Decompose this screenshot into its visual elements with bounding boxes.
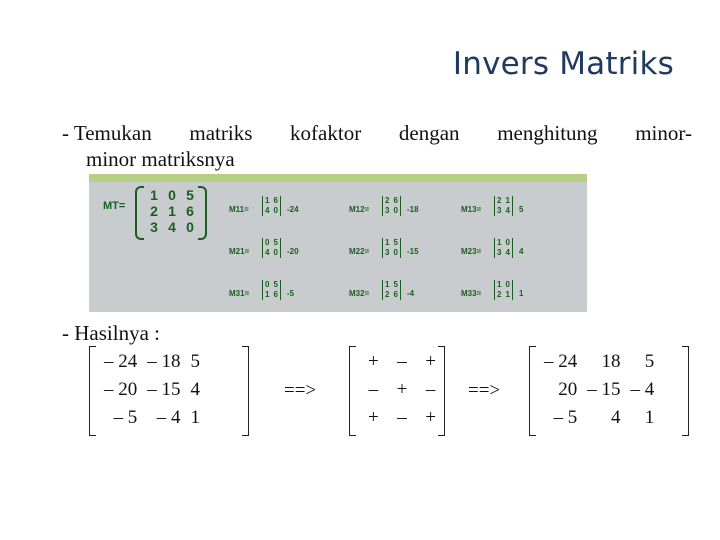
matrix-cell: 0 [393,248,398,257]
minor-determinant [262,238,281,258]
matrix-cell: 3 [497,248,502,257]
matrix-cell: 5 [186,187,194,203]
minor-label: M22= [349,247,370,256]
matrix-cell: 4 [168,219,176,235]
matrix-cell: 1 [385,238,390,247]
matrix-cell: + [367,351,379,372]
minor-determinant [382,196,401,216]
minor-label: M33= [461,289,482,298]
minor-value: 5 [519,205,524,214]
matrix-cell: 5 [273,238,278,247]
matrix-cell: – 20 [104,379,138,400]
minor-value: -20 [287,247,299,256]
matrix-cell: – 15 [147,379,181,400]
cofactor-matrix-table [539,348,659,432]
minor-label: M12= [349,205,370,214]
matrix-cell: 1 [505,196,510,205]
bullet-word: menghitung [497,121,598,145]
matrix-cell: 0 [505,238,510,247]
matrix-cell: + [367,407,379,428]
matrix-cell: 0 [273,206,278,215]
matrix-cell: 1 [190,407,200,428]
matrix-cell: 1 [385,280,390,289]
matrix-cell: 2 [150,203,158,219]
bullet-line-2: minor matriksnya [86,147,235,171]
matrix-cell: + [425,407,437,428]
minor-determinant [494,238,513,258]
matrix-cell: 1 [265,196,270,205]
matrix-cell: 5 [393,280,398,289]
sign-matrix-table [359,348,445,432]
matrix-cell: 0 [186,219,194,235]
minor-label: M21= [229,247,250,256]
minor-determinant [494,196,513,216]
minor-determinant [262,280,281,300]
matrix-cell: 1 [644,407,655,428]
matrix-cell: 4 [505,248,510,257]
matrix-cell: 1 [265,290,270,299]
minor-determinant [262,196,281,216]
matrix-cell: + [425,351,437,372]
matrix-cell: 6 [273,196,278,205]
matrix-cell: 3 [385,248,390,257]
left-bracket [89,346,96,436]
matrix-cell: 1 [168,203,176,219]
matrix-cell: 5 [190,351,200,372]
matrix-cell: 6 [393,290,398,299]
minor-determinant [382,238,401,258]
matrix-cell: 5 [393,238,398,247]
minor-label: M23= [461,247,482,256]
matrix-cell: – 5 [553,407,578,428]
matrix-cell: – 24 [544,351,578,372]
matrix-cell: – 15 [587,379,621,400]
minor-label: M13= [461,205,482,214]
minor-label: M32= [349,289,370,298]
matrix-cell: 1 [505,290,510,299]
minor-value: -24 [287,205,299,214]
matrix-cell: 3 [497,206,502,215]
minor-value: 4 [519,247,524,256]
bullet-result: - Hasilnya : [62,321,160,345]
minor-value: -4 [407,289,415,298]
matrix-cell: 4 [505,206,510,215]
minor-matrix [89,346,249,436]
minor-calculation-image [89,174,587,312]
matrix-cell: 0 [168,187,176,203]
matrix-cell: 2 [497,196,502,205]
matrix-cell: 6 [393,196,398,205]
bullet-find-cofactor [62,120,692,172]
bullet-word: minor- [635,121,692,145]
minor-determinant [494,280,513,300]
matrix-cell: 1 [150,187,158,203]
bullet-word: matriks [189,121,253,145]
minor-value: -5 [287,289,295,298]
panel-body [89,182,587,312]
matrix-cell: 1 [497,238,502,247]
panel-top-strip [89,174,587,182]
matrix-cell: – 24 [104,351,138,372]
matrix-cell: 0 [505,280,510,289]
transpose-label: MT= [103,200,126,212]
bullet-word: - Temukan [62,121,152,145]
right-bracket [198,186,207,240]
bullet-line-1 [62,120,692,146]
left-bracket [349,346,356,436]
matrix-cell: 0 [393,206,398,215]
left-bracket [135,186,144,240]
right-bracket [242,346,249,436]
matrix-cell: – 5 [113,407,138,428]
bullet-word: dengan [398,121,460,145]
matrix-cell: 0 [265,238,270,247]
bullet-word: kofaktor [290,121,362,145]
matrix-cell: 2 [385,196,390,205]
matrix-cell: 2 [385,290,390,299]
sign-matrix [349,346,445,436]
matrix-cell: + [396,379,408,400]
matrix-cell: 2 [497,290,502,299]
matrix-cell: 4 [611,407,621,428]
matrix-cell: 4 [265,248,270,257]
minor-determinant [382,280,401,300]
transpose-matrix-table [145,187,199,235]
cofactor-matrix [529,346,689,436]
minor-matrix-table [99,348,205,432]
matrix-cell: 3 [385,206,390,215]
matrix-cell: 5 [273,280,278,289]
arrow-1: ==> [284,380,317,401]
matrix-cell: 4 [190,379,200,400]
matrix-cell: – [397,407,407,428]
matrix-cell: – 4 [156,407,181,428]
matrix-cell: 5 [644,351,655,372]
matrix-cell: 18 [601,351,621,372]
minor-value: -15 [407,247,419,256]
right-bracket [682,346,689,436]
matrix-cell: 4 [265,206,270,215]
matrix-cell: – 18 [147,351,181,372]
matrix-cell: – 4 [630,379,655,400]
matrix-cell: 3 [150,219,158,235]
matrix-cell: 1 [497,280,502,289]
matrix-cell: 0 [265,280,270,289]
arrow-2: ==> [468,380,501,401]
left-bracket [529,346,536,436]
minor-value: -18 [407,205,419,214]
matrix-cell: 20 [558,379,578,400]
slide-title: Invers Matriks [452,46,674,82]
matrix-cell: – [397,351,407,372]
matrix-cell: 0 [273,248,278,257]
matrix-cell: – [425,379,436,400]
matrix-cell: 6 [273,290,278,299]
minor-label: M31= [229,289,250,298]
minor-value: 1 [519,289,524,298]
matrix-cell: 6 [186,203,194,219]
minor-label: M11= [229,205,249,214]
transpose-matrix [135,186,207,238]
matrix-cell: – [368,379,379,400]
